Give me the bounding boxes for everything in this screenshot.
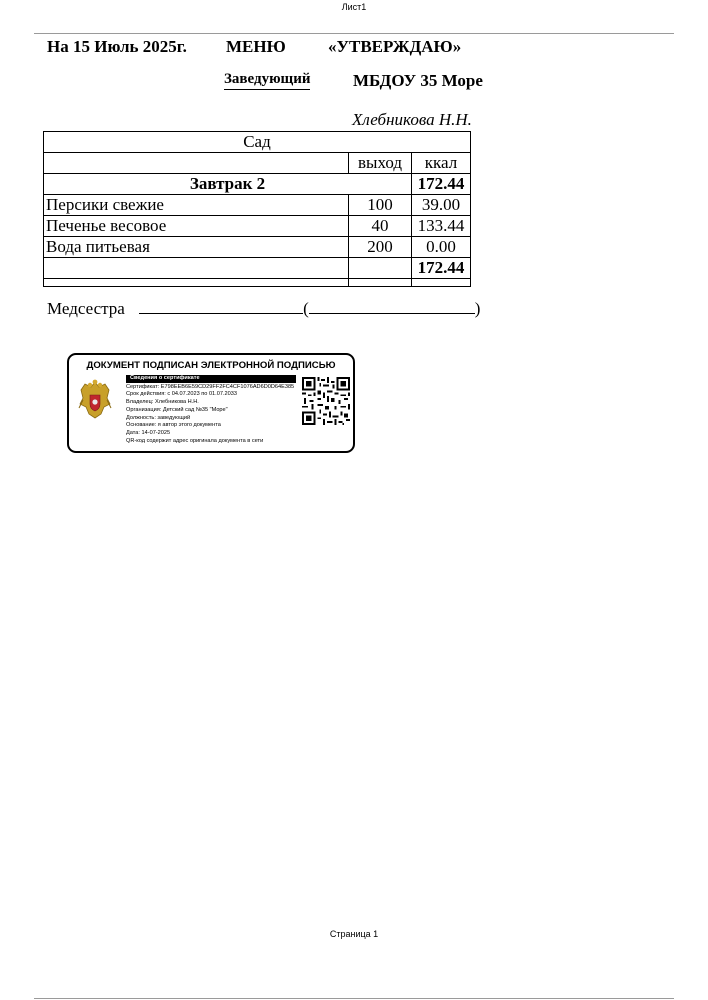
cert-line: QR-код содержит адрес оригинала документа в сети	[126, 437, 264, 444]
dish-name: Печенье весовое	[44, 216, 349, 237]
spacer-row	[44, 279, 471, 287]
total-blank-cell	[44, 258, 349, 279]
dish-output: 200	[349, 237, 412, 258]
nurse-label: Медсестра	[47, 299, 125, 318]
menu-date: На 15 Июль 2025г.	[47, 37, 187, 56]
page-number: Страница 1	[329, 929, 379, 939]
nurse-signature-line	[47, 299, 480, 319]
dish-name: Вода питьевая	[44, 237, 349, 258]
table-row	[44, 195, 471, 216]
dish-kcal: 133.44	[412, 216, 471, 237]
dish-kcal: 39.00	[412, 195, 471, 216]
cert-line: Организация: Детский сад №35 "Море"	[126, 406, 228, 413]
spacer-cell	[412, 279, 471, 287]
coat-of-arms-icon	[77, 378, 113, 422]
footer-rule	[34, 998, 674, 999]
qr-code-icon[interactable]	[302, 376, 350, 426]
table-row	[44, 216, 471, 237]
certificate-heading: Сведения о сертификате	[126, 375, 296, 383]
cert-line: Должность: заведующий	[126, 414, 191, 421]
cert-line: Дата: 14-07-2025	[126, 429, 171, 436]
group-name: Сад	[44, 132, 471, 153]
cert-line: Владелец: Хлебникова Н.Н.	[126, 399, 199, 406]
table-row	[44, 237, 471, 258]
dish-output: 40	[349, 216, 412, 237]
meal-row	[44, 174, 471, 195]
spacer-cell	[44, 279, 349, 287]
approve-label: «УТВЕРЖДАЮ»	[328, 37, 462, 56]
table-group-row	[44, 132, 471, 153]
electronic-signature-stamp	[67, 353, 355, 453]
nurse-signature-blank	[139, 299, 303, 314]
table-header-row	[44, 153, 471, 174]
total-row	[44, 258, 471, 279]
column-header-kcal: ккал	[412, 153, 471, 174]
dish-kcal: 0.00	[412, 237, 471, 258]
total-blank-cell	[349, 258, 412, 279]
header-blank-cell	[44, 153, 349, 174]
head-position: Заведующий	[224, 71, 310, 90]
cert-line: Срок действия: с 04.07.2023 по 01.07.2033	[126, 391, 237, 398]
close-paren: )	[474, 299, 481, 318]
meal-name: Завтрак 2	[44, 174, 412, 195]
open-paren: (	[303, 299, 309, 318]
dish-output: 100	[349, 195, 412, 216]
organization-name: МБДОУ 35 Море	[353, 71, 483, 90]
cert-line: Сертификат: E798EEB6E59CD29FF2FC4CF1076AD6D0D64E385	[126, 383, 295, 390]
menu-title: МЕНЮ	[226, 37, 286, 56]
header-rule	[34, 33, 674, 34]
total-kcal: 172.44	[412, 258, 471, 279]
meal-kcal: 172.44	[412, 174, 471, 195]
sheet-name: Лист1	[341, 2, 367, 12]
column-header-output: выход	[349, 153, 412, 174]
stamp-title: ДОКУМЕНТ ПОДПИСАН ЭЛЕКТРОННОЙ ПОДПИСЬЮ	[86, 360, 336, 371]
cert-line: Основание: я автор этого документа	[126, 422, 221, 429]
spacer-cell	[349, 279, 412, 287]
certificate-details	[126, 375, 296, 445]
signer-name: Хлебникова Н.Н.	[352, 110, 472, 129]
dish-name: Персики свежие	[44, 195, 349, 216]
menu-table	[43, 131, 471, 287]
nurse-name-blank	[309, 299, 475, 314]
